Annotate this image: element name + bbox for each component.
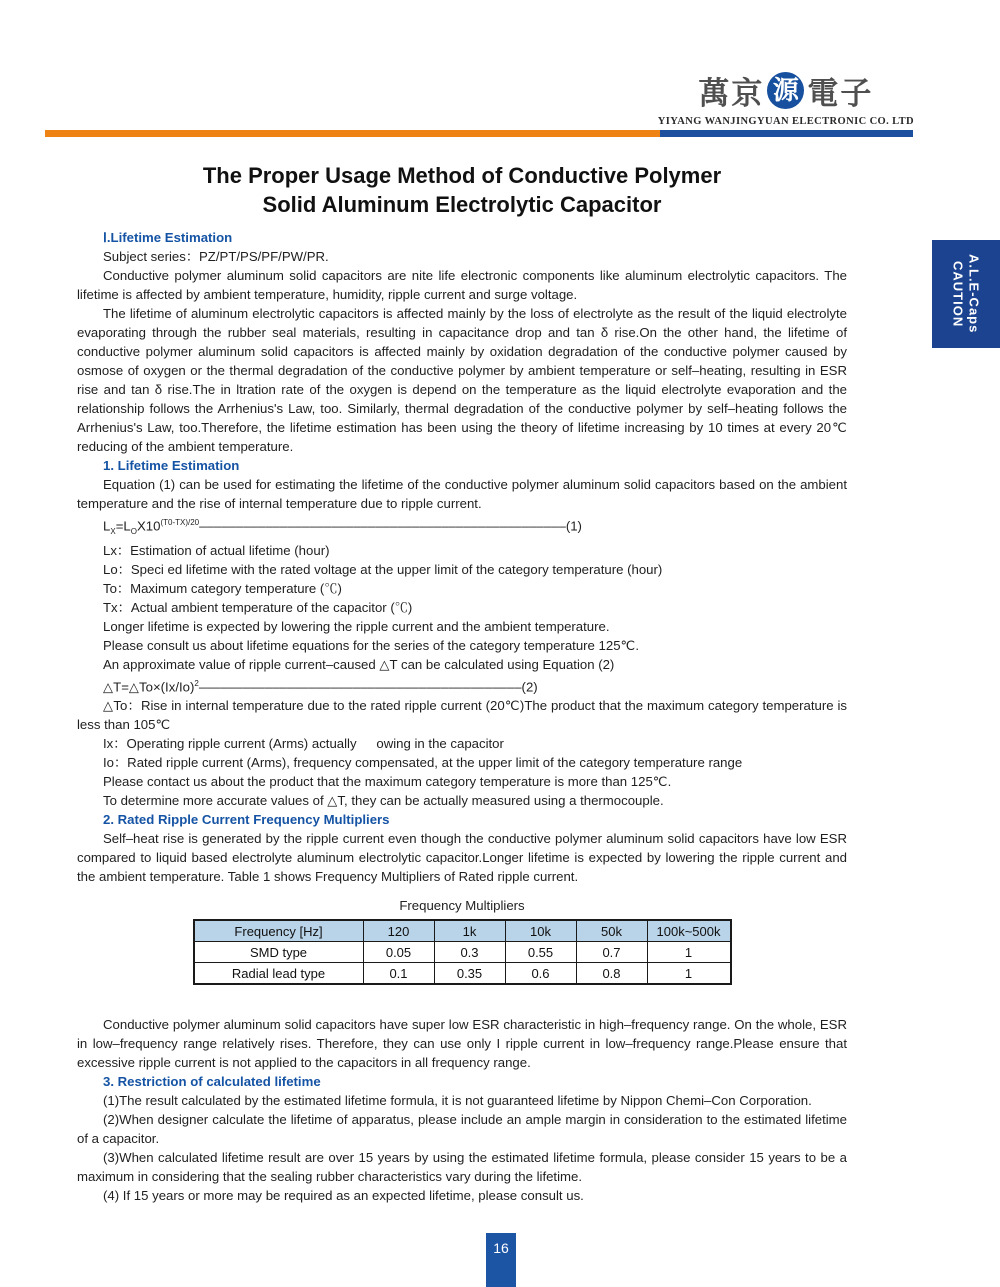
table-cell: 0.8 (576, 963, 647, 985)
section-heading-2: 2. Rated Ripple Current Frequency Multipliers (103, 812, 390, 828)
note-consult-125: Please consult us about lifetime equations for the series of the category temperature 125℃. (103, 638, 640, 654)
equation-1-number: (1) (565, 518, 582, 534)
logo-text-right: 電子 (807, 76, 874, 111)
side-tab-caution (932, 240, 1000, 348)
equation-1 (77, 513, 847, 541)
table-cell: 0.7 (576, 942, 647, 963)
table-header-cell: 120 (363, 920, 434, 942)
equation-1-exponent: (T0-TX)/20 (160, 518, 200, 527)
note-thermocouple: To determine more accurate values of △T, they can be actually measured using a thermocouple. (103, 793, 664, 809)
equation-1-subscript-o: O (130, 527, 137, 537)
side-tab-series-label: A.L.E-Caps (966, 254, 982, 334)
restriction-1: (1)The result calculated by the estimated lifetime formula, it is not guaranteed lifetime by Nippon Chemi–Con Corporation. (103, 1093, 812, 1109)
equation-2-dashes: –––––––––––––––––––––––––––––––––––––––––––– (198, 679, 522, 695)
header-rule-blue-segment (660, 130, 913, 137)
table-cell: 0.55 (505, 942, 576, 963)
note-longer-lifetime: Longer lifetime is expected by lowering the ripple current and the ambient temperature. (103, 619, 610, 635)
logo-circle-mark: 源 (767, 72, 804, 109)
table-cell: 0.3 (434, 942, 505, 963)
company-logo (658, 68, 914, 127)
equation-1-subscript-x: X (110, 527, 116, 537)
table-header-cell: 1k (434, 920, 505, 942)
equation-1-dashes: –––––––––––––––––––––––––––––––––––––––––––––––––– (199, 518, 566, 534)
side-tab-caution-label: CAUTION (950, 260, 966, 328)
page-title (77, 161, 847, 219)
table-header-cell: 50k (576, 920, 647, 942)
table-cell: 1 (647, 963, 731, 985)
definition-delta-to: △To：Rise in internal temperature due to the rated ripple current (20℃)The product that the maximum category temperature is less than 105℃ (77, 698, 847, 733)
table-cell: 0.1 (363, 963, 434, 985)
definition-lo: Lo：Speci ed lifetime with the rated voltage at the upper limit of the category temperature (hour) (103, 562, 663, 578)
subject-series-line: Subject series：PZ/PT/PS/PF/PW/PR. (103, 249, 329, 264)
page-number-box (486, 1233, 516, 1287)
table-header-cell: Frequency [Hz] (194, 920, 364, 942)
section-heading-3: 3. Restriction of calculated lifetime (103, 1074, 321, 1090)
section-heading-1: 1. Lifetime Estimation (103, 458, 240, 473)
header-rule-orange-segment (45, 130, 660, 137)
table-cell: SMD type (194, 942, 364, 963)
restriction-3: (3)When calculated lifetime result are over 15 years by using the estimated lifetime formula, please consider 15 years to be a maximum in considering that the sealing rubber characteristics vary during the lifetime. (77, 1150, 847, 1185)
table-cell: 1 (647, 942, 731, 963)
equation-2-exponent: 2 (194, 679, 199, 689)
paragraph-self-heat: Self–heat rise is generated by the ripple current even though the conductive polymer aluminum solid capacitors have low ESR compared to liquid based electrolyte aluminum electrolytic capacitor.Longer lifetime is expected by lowering the ripple current and the ambient temperature. Table 1 shows Frequency Multipliers of Rated ripple current. (77, 831, 847, 885)
definition-io: Io：Rated ripple current (Arms), frequency compensated, at the upper limit of the category temperature range (103, 755, 743, 771)
logo-row (658, 68, 914, 113)
logo-text-left: 萬京 (698, 76, 765, 111)
table-header-cell: 100k~500k (647, 920, 731, 942)
definition-lx: Lx：Estimation of actual lifetime (hour) (103, 543, 330, 559)
header-rule (45, 130, 913, 137)
frequency-multipliers-table (193, 919, 732, 985)
equation-2-term: △T=△To×(Ix/Io) (103, 679, 195, 695)
paragraph-intro-1: Conductive polymer aluminum solid capacitors are nite life electronic components like aluminum electrolytic capacitors. The lifetime is affected by ambient temperature, humidity, ripple current and surge voltage. (77, 268, 847, 302)
paragraph-equation-intro: Equation (1) can be used for estimating the lifetime of the conductive polymer aluminum solid capacitors based on the ambient temperature and the rise of internal temperature due to ripple current. (77, 477, 847, 511)
section-heading-roman-1: Ⅰ.Lifetime Estimation (103, 230, 233, 245)
definition-ix: Ix：Operating ripple current (Arms) actually owing in the capacitor (103, 736, 504, 752)
equation-2 (77, 674, 847, 696)
equation-1-term: =L (115, 518, 131, 534)
table-cell: 0.6 (505, 963, 576, 985)
page-title-line2: Solid Aluminum Electrolytic Capacitor (262, 192, 662, 217)
table-header-cell: 10k (505, 920, 576, 942)
table-header-row (194, 920, 731, 942)
table-cell: 0.05 (363, 942, 434, 963)
table-cell: 0.35 (434, 963, 505, 985)
table-row-radial (194, 963, 731, 985)
page-number: 16 (493, 1240, 509, 1256)
restriction-4: (4) If 15 years or more may be required as an expected lifetime, please consult us. (103, 1188, 584, 1204)
paragraph-esr: Conductive polymer aluminum solid capacitors have super low ESR characteristic in high–frequency range. On the whole, ESR in low–frequency range relatively rises. Therefore, they can use only I ripple current in low–frequency range.Please ensure that excessive ripple current is not applied to the capacitors in all frequency range. (77, 1017, 847, 1071)
definition-to: To：Maximum category temperature (℃) (103, 581, 342, 597)
note-delta-t: An approximate value of ripple current–caused △T can be calculated using Equation (2) (103, 657, 615, 673)
definition-tx: Tx：Actual ambient temperature of the capacitor (℃) (103, 600, 413, 616)
page-title-line1: The Proper Usage Method of Conductive Polymer (202, 163, 722, 188)
restriction-2: (2)When designer calculate the lifetime of apparatus, please include an ample margin in consideration to the estimated lifetime of a capacitor. (77, 1112, 847, 1147)
equation-2-number: (2) (521, 679, 538, 695)
note-contact-125: Please contact us about the product that the maximum category temperature is more than 125℃. (103, 774, 672, 790)
equation-1-term: X10 (136, 518, 161, 534)
table-cell: Radial lead type (194, 963, 364, 985)
table-row-smd (194, 942, 731, 963)
table-caption: Frequency Multipliers (399, 898, 525, 914)
document-body (77, 228, 847, 1205)
equation-1-term: L (103, 518, 111, 534)
company-name: YIYANG WANJINGYUAN ELECTRONIC CO. LTD (657, 116, 914, 127)
paragraph-intro-2: The lifetime of aluminum electrolytic capacitors is affected mainly by the loss of electrolyte as the result of the liquid electrolyte evaporating through the rubber seal materials, resulting in capacitance drop and tan δ rise.On the other hand, the lifetime of conductive polymer aluminum solid capacitors is affected mainly by oxidation degradation of the conductive polymer caused by osmose of oxygen or the thermal degradation of the conductive polymer by ambient temperature or self–heating, resulting in ESR rise and tan δ rise.The in ltration rate of the oxygen is depend on the temperature as the liquid electrolyte evaporation and the relationship follows the Arrhenius's Law, too. Similarly, thermal degradation of the conductive polymer by self–heating follows the Arrhenius's Law, too.Therefore, the lifetime estimation has been using the theory of lifetime increasing by 10 times at every 20℃ reducing of the ambient temperature. (77, 306, 847, 454)
